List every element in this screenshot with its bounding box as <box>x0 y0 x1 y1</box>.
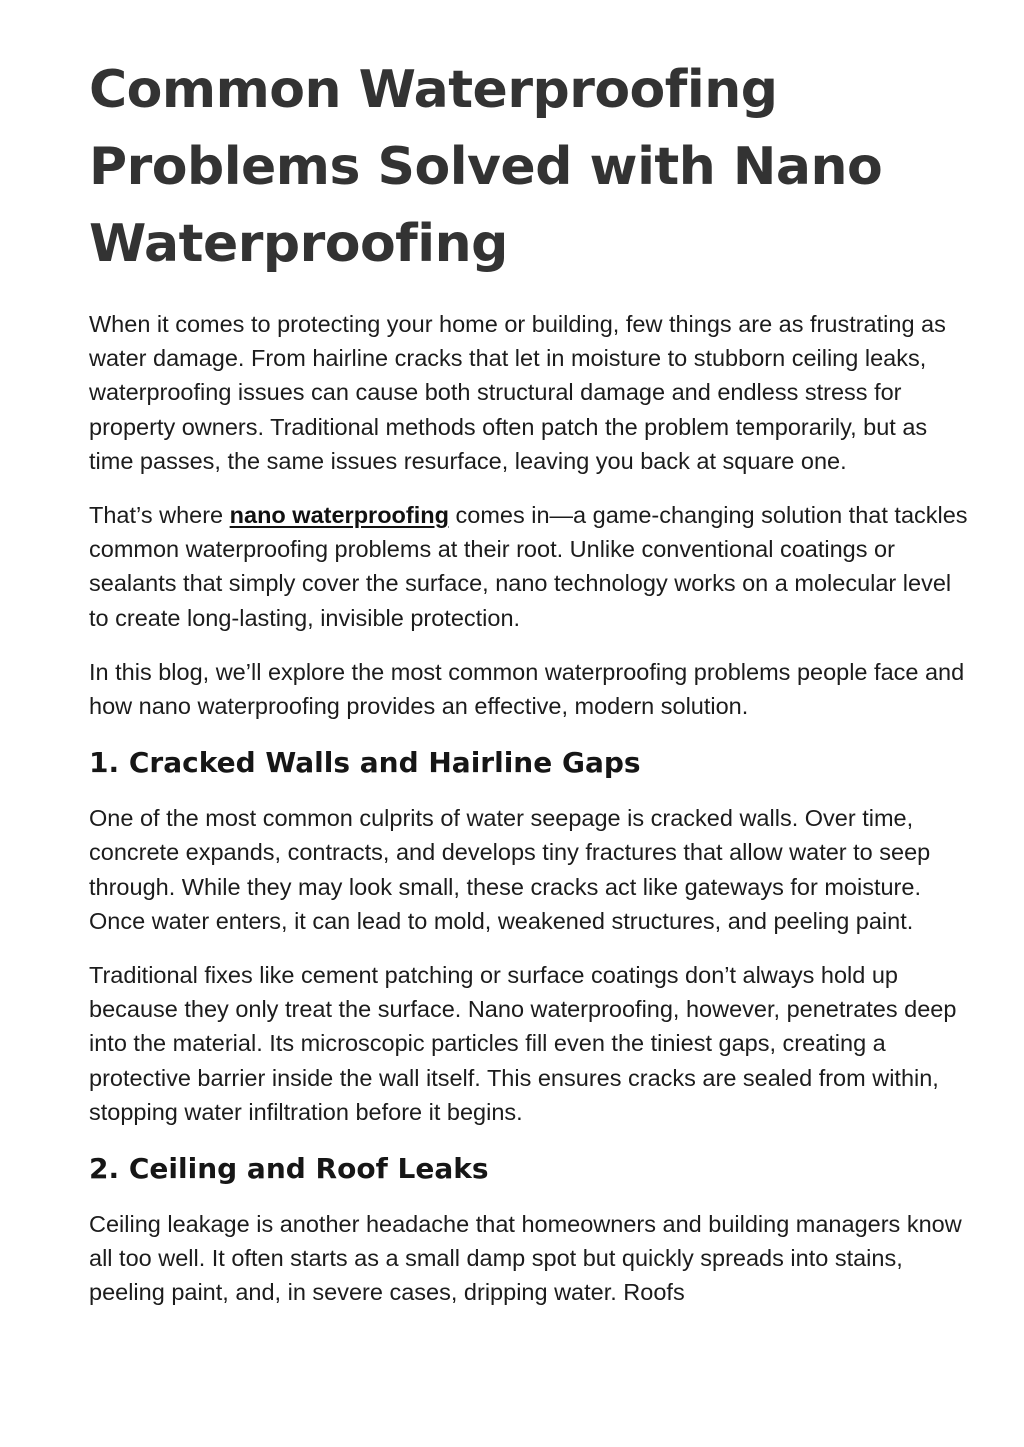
intro-paragraph-2-start: That’s where <box>89 502 230 529</box>
intro-paragraph-3: In this blog, we’ll explore the most common waterproofing problems people face and how nano waterproofing provides an effective, modern solution. <box>89 658 965 720</box>
section-1-paragraph-1: One of the most common culprits of water seepage is cracked walls. Over time, concrete expands, contracts, and develops tiny fractures that allow water to seep through. While they may look small, these cracks act like gateways for moisture. Once water enters, it can lead to mold, weakened structures, and peeling paint. <box>89 805 931 934</box>
section-2-paragraph-1: Ceiling leakage is another headache that homeowners and building managers know all too well. It often starts as a small damp spot but quickly spreads into stains, peeling paint, and, in severe cases, dripping water. Roofs <box>89 1211 962 1306</box>
intro-paragraph-2-end: comes in—a game-changing solution that tackles common waterproofing problems at their root. Unlike conventional coatings or sealants that simply cover the surface, nano technology works on a molecular level to create long-lasting, invisible protection. <box>89 502 968 631</box>
intro-paragraph-1: When it comes to protecting your home or building, few things are as frustrating as water damage. From hairline cracks that let in moisture to stubborn ceiling leaks, waterproofing issues can cause both structural damage and endless stress for property owners. Traditional methods often patch the problem temporarily, but as time passes, the same issues resurface, leaving you back at square one. <box>89 311 946 474</box>
section-1-paragraph-2: Traditional fixes like cement patching or surface coatings don’t always hold up because they only treat the surface. Nano waterproofing, however, penetrates deep into the material. Its microscopic particles fill even the tiniest gaps, creating a protective barrier inside the wall itself. This ensures cracks are sealed from within, stopping water infiltration before it begins. <box>89 962 957 1125</box>
intro-paragraph-2 <box>89 498 975 635</box>
article <box>89 52 975 1330</box>
section-heading-cracked-walls: 1. Cracked Walls and Hairline Gaps <box>89 746 641 780</box>
nano-waterproofing-link[interactable]: nano waterproofing <box>229 502 449 529</box>
page-title: Common Waterproofing Problems Solved with Nano Waterproofing <box>89 60 883 274</box>
section-heading-ceiling-leaks: 2. Ceiling and Roof Leaks <box>89 1152 489 1186</box>
